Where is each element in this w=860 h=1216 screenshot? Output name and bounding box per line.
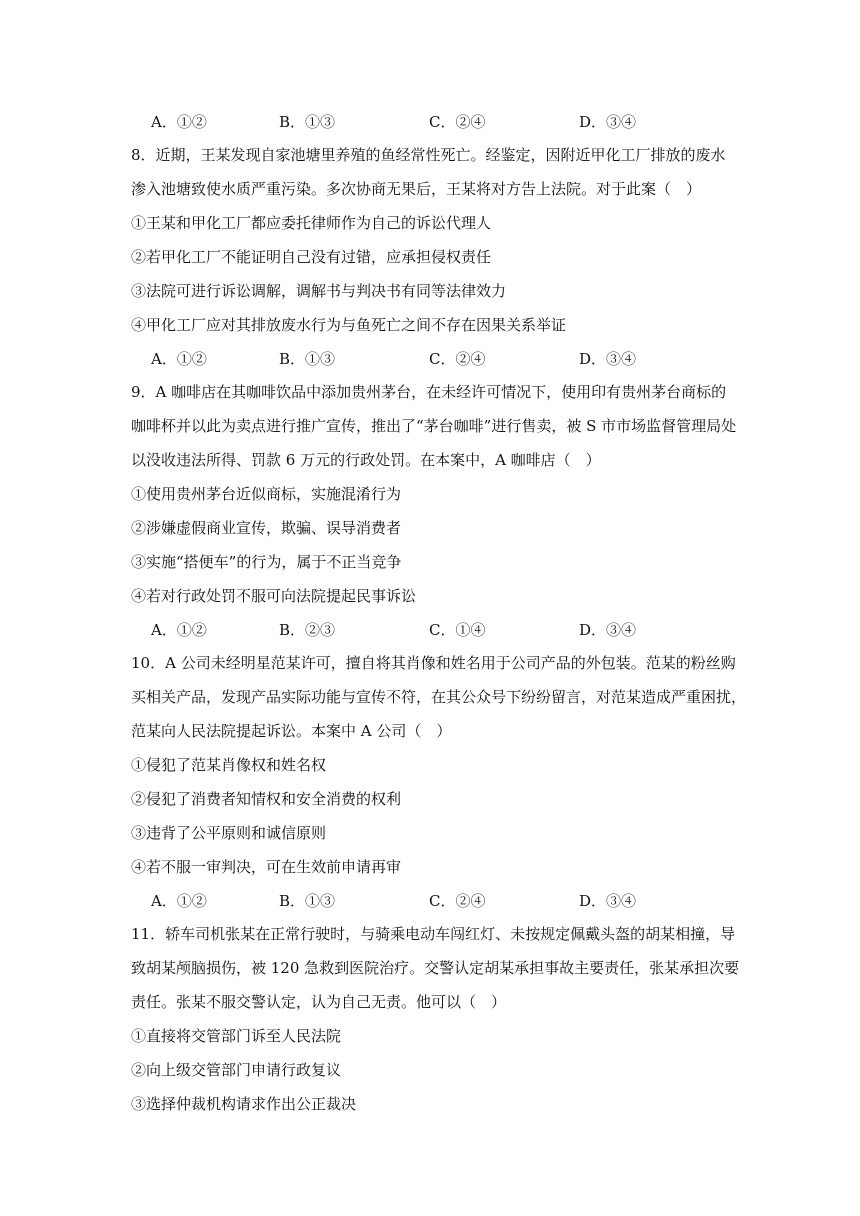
option-a: A．①② bbox=[151, 621, 207, 639]
option-a: A．①② bbox=[151, 892, 207, 910]
option-c: C．②④ bbox=[429, 892, 486, 910]
option-b: B．②③ bbox=[279, 621, 336, 639]
option-c: C．①④ bbox=[429, 621, 486, 639]
q11-stem-line-1: 11．轿车司机张某在正常行驶时，与骑乘电动车闯红灯、未按规定佩戴头盔的胡某相撞，导 bbox=[131, 925, 736, 943]
q8-statement-2: ②若甲化工厂不能证明自己没有过错，应承担侵权责任 bbox=[131, 248, 492, 266]
option-b: B．①③ bbox=[279, 350, 336, 368]
q11-statement-2: ②向上级交管部门申请行政复议 bbox=[131, 1061, 342, 1079]
q9-statement-4: ④若对行政处罚不服可向法院提起民事诉讼 bbox=[131, 587, 417, 605]
q11-stem-line-2: 致胡某颅脑损伤，被 120 急救到医院治疗。交警认定胡某承担事故主要责任，张某承担次要 bbox=[131, 959, 740, 977]
q10-stem-line-3: 范某向人民法院提起诉讼。本案中 A 公司（ ） bbox=[131, 722, 452, 740]
q9-statement-2: ②涉嫌虚假商业宣传，欺骗、误导消费者 bbox=[131, 519, 402, 537]
option-a: A．①② bbox=[151, 113, 207, 131]
q8-stem-line-2: 渗入池塘致使水质严重污染。多次协商无果后，王某将对方告上法院。对于此案（ ） bbox=[131, 180, 702, 198]
q10-stem-line-1: 10．A 公司未经明星范某许可，擅自将其肖像和姓名用于公司产品的外包装。范某的粉丝购 bbox=[131, 654, 736, 672]
q10-statement-2: ②侵犯了消费者知情权和安全消费的权利 bbox=[131, 790, 402, 808]
q11-stem-line-3: 责任。张某不服交警认定，认为自己无责。他可以（ ） bbox=[131, 993, 507, 1011]
q7-options bbox=[151, 112, 711, 132]
q10-options bbox=[151, 891, 711, 911]
q9-statement-3: ③实施“搭便车”的行为，属于不正当竞争 bbox=[131, 553, 402, 571]
option-d: D．③④ bbox=[579, 892, 637, 910]
q10-stem-line-2: 买相关产品，发现产品实际功能与宣传不符，在其公众号下纷纷留言，对范某造成严重困扰， bbox=[131, 688, 747, 706]
q8-options bbox=[151, 349, 711, 369]
option-d: D．③④ bbox=[579, 350, 637, 368]
q9-stem-line-2: 咖啡杯并以此为卖点进行推广宣传，推出了“茅台咖啡”进行售卖，被 S 市市场监督管理局处 bbox=[131, 417, 737, 435]
q11-statement-1: ①直接将交管部门诉至人民法院 bbox=[131, 1027, 342, 1045]
q9-statement-1: ①使用贵州茅台近似商标，实施混淆行为 bbox=[131, 485, 402, 503]
option-a: A．①② bbox=[151, 350, 207, 368]
option-c: C．②④ bbox=[429, 350, 486, 368]
option-d: D．③④ bbox=[579, 113, 637, 131]
q8-stem-line-1: 8．近期，王某发现自家池塘里养殖的鱼经常性死亡。经鉴定，因附近甲化工厂排放的废水 bbox=[131, 146, 726, 164]
option-b: B．①③ bbox=[279, 113, 336, 131]
q10-statement-4: ④若不服一审判决，可在生效前申请再审 bbox=[131, 858, 402, 876]
q9-options bbox=[151, 620, 711, 640]
q9-stem-line-1: 9．A 咖啡店在其咖啡饮品中添加贵州茅台，在未经许可情况下，使用印有贵州茅台商标的 bbox=[131, 383, 727, 401]
option-b: B．①③ bbox=[279, 892, 336, 910]
q8-statement-4: ④甲化工厂应对其排放废水行为与鱼死亡之间不存在因果关系举证 bbox=[131, 316, 567, 334]
q10-statement-1: ①侵犯了范某肖像权和姓名权 bbox=[131, 756, 327, 774]
q11-statement-3: ③选择仲裁机构请求作出公正裁决 bbox=[131, 1095, 357, 1113]
q9-stem-line-3: 以没收违法所得、罚款 6 万元的行政处罚。在本案中，A 咖啡店（ ） bbox=[131, 451, 601, 469]
q10-statement-3: ③违背了公平原则和诚信原则 bbox=[131, 824, 327, 842]
q8-statement-3: ③法院可进行诉讼调解，调解书与判决书有同等法律效力 bbox=[131, 282, 507, 300]
option-c: C．②④ bbox=[429, 113, 486, 131]
option-d: D．③④ bbox=[579, 621, 637, 639]
q8-statement-1: ①王某和甲化工厂都应委托律师作为自己的诉讼代理人 bbox=[131, 214, 492, 232]
